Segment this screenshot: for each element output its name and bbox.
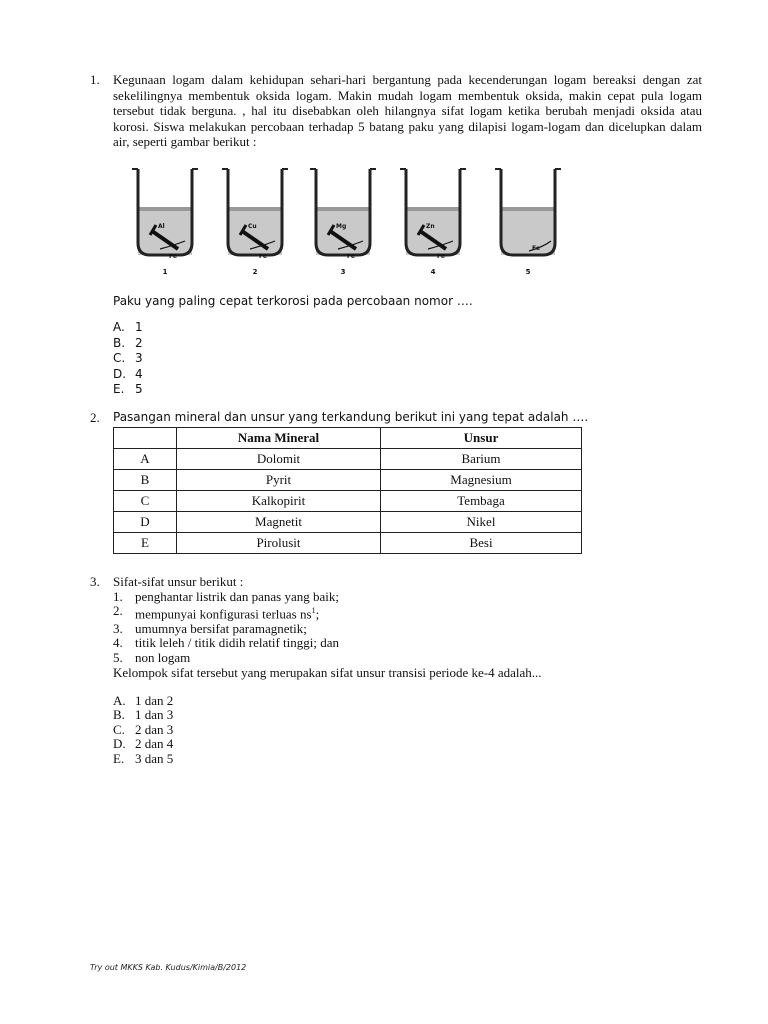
list-number: 2. [113, 603, 123, 618]
question-number: 1. [90, 72, 100, 87]
beaker-drawing [220, 165, 290, 265]
option-text: 3 dan 5 [135, 750, 174, 766]
beaker [220, 165, 290, 285]
table-cell: Magnetit [177, 512, 381, 533]
table-cell: A [114, 449, 177, 470]
table-header [114, 428, 177, 449]
superscript: 1 [311, 606, 316, 615]
table-cell: C [114, 491, 177, 512]
question-1 [90, 72, 702, 150]
table-row [114, 491, 582, 512]
table-cell: Nikel [381, 512, 582, 533]
option-d[interactable] [113, 367, 702, 383]
option-text: 2 dan 4 [135, 736, 174, 752]
table-row [114, 512, 582, 533]
nail-label: Fe [532, 245, 540, 252]
option-text: 2 [135, 335, 143, 350]
option-d[interactable] [113, 737, 702, 752]
beaker-number: 2 [252, 268, 258, 276]
list-number: 3. [113, 620, 123, 636]
nail-label: Fe [437, 253, 445, 260]
list-number: 4. [113, 635, 123, 651]
question-3 [90, 574, 702, 766]
question-text: Kegunaan logam dalam kehidupan sehari-hari bergantung pada kecenderungan logam bereaksi dengan zat sekelilingnya membentuk oksida logam. Makin mudah logam membentuk oksida, makin cepat pula logam tersebut tidak berguna. , hal itu disebabkan oleh hilangnya sifat logam ketika berubah menjadi oksida atau korosi. Siswa melakukan percobaan terhadap 5 batang paku yang dilapisi logam-logam dan dicelupkan dalam air, seperti gambar berikut : [113, 72, 702, 149]
table-header: Nama Mineral [177, 428, 381, 449]
option-letter: D. [113, 736, 126, 752]
option-a[interactable] [113, 320, 702, 336]
option-c[interactable] [113, 723, 702, 738]
list-item [113, 622, 702, 637]
option-text: 5 [135, 382, 143, 396]
option-letter: B. [113, 335, 126, 350]
option-b[interactable] [113, 708, 702, 723]
table-cell: Pirolusit [177, 533, 381, 554]
beaker [130, 165, 200, 285]
nail-label: Fe [347, 253, 355, 260]
beaker [493, 165, 563, 285]
table-row [114, 533, 582, 554]
option-text: 2 dan 3 [135, 721, 174, 737]
nail-label: Fe [169, 253, 177, 260]
beaker-drawing [308, 165, 378, 265]
list-text: umumnya bersifat paramagnetik; [135, 620, 307, 636]
list-text: titik leleh / titik didih relatif tinggi; dan [135, 635, 339, 651]
table-header-row [114, 428, 582, 449]
beaker [308, 165, 378, 285]
option-letter: C. [113, 351, 126, 365]
table-row [114, 449, 582, 470]
table-cell: Pyrit [177, 470, 381, 491]
beaker-drawing [130, 165, 200, 265]
question-text: Kelompok sifat tersebut yang merupakan sifat unsur transisi periode ke-4 adalah... [113, 665, 542, 681]
option-text: 3 [135, 351, 143, 365]
table-cell: E [114, 533, 177, 554]
list-text: non logam [135, 649, 191, 665]
option-text: 1 [135, 320, 143, 334]
option-letter: A. [113, 320, 125, 334]
beaker-drawing [398, 165, 468, 265]
prompt-text: Paku yang paling cepat terkorosi pada percobaan nomor …. [113, 294, 473, 308]
list-text-suffix: ; [315, 606, 320, 622]
option-e[interactable] [113, 752, 702, 767]
table-cell: Besi [381, 533, 582, 554]
nail-label: Fe [259, 253, 267, 260]
beaker-number: 1 [162, 268, 168, 276]
beaker-number: 4 [430, 268, 436, 276]
option-letter: D. [113, 366, 127, 381]
option-e[interactable] [113, 382, 702, 398]
option-text: 1 dan 2 [135, 692, 174, 708]
table-cell: Barium [381, 449, 582, 470]
option-letter: C. [113, 721, 125, 737]
question-text: Pasangan mineral dan unsur yang terkandung berikut ini yang tepat adalah …. [113, 410, 589, 424]
option-letter: B. [113, 707, 125, 723]
option-text: 4 [135, 366, 143, 381]
page-footer: Try out MKKS Kab. Kudus/Kimia/B/2012 [90, 963, 247, 972]
beaker [398, 165, 468, 285]
metal-label: Cu [248, 223, 257, 230]
beaker-number: 5 [525, 268, 531, 276]
beaker-figure [110, 165, 580, 285]
list-number: 1. [113, 588, 123, 604]
table-cell: D [114, 512, 177, 533]
question-1-prompt [90, 294, 702, 310]
table-cell: Kalkopirit [177, 491, 381, 512]
table-cell: Tembaga [381, 491, 582, 512]
option-b[interactable] [113, 336, 702, 352]
question-number: 3. [90, 574, 100, 589]
list-item [113, 590, 702, 605]
metal-label: Zn [426, 223, 435, 230]
table-header: Unsur [381, 428, 582, 449]
beaker-drawing [493, 165, 563, 265]
option-c[interactable] [113, 351, 702, 367]
list-text: mempunyai konfigurasi terluas ns [135, 606, 312, 622]
question-1-options [90, 310, 702, 398]
list-item [113, 651, 702, 666]
question-intro: Sifat-sifat unsur berikut : [113, 574, 244, 589]
option-a[interactable] [113, 694, 702, 709]
table-cell: Magnesium [381, 470, 582, 491]
list-item [113, 604, 702, 622]
metal-label: Al [158, 223, 165, 230]
option-text: 1 dan 3 [135, 707, 174, 723]
table-cell: B [114, 470, 177, 491]
list-item [113, 636, 702, 651]
option-letter: A. [113, 692, 126, 708]
table-cell: Dolomit [177, 449, 381, 470]
list-number: 5. [113, 649, 123, 665]
option-letter: E. [113, 382, 125, 396]
question-2 [90, 410, 702, 426]
mineral-table [113, 427, 582, 554]
option-letter: E. [113, 750, 125, 766]
metal-label: Mg [336, 223, 347, 230]
beaker-number: 3 [340, 268, 346, 276]
question-number: 2. [90, 410, 100, 425]
property-list [113, 590, 702, 666]
table-row [114, 470, 582, 491]
list-text: penghantar listrik dan panas yang baik; [135, 588, 339, 604]
